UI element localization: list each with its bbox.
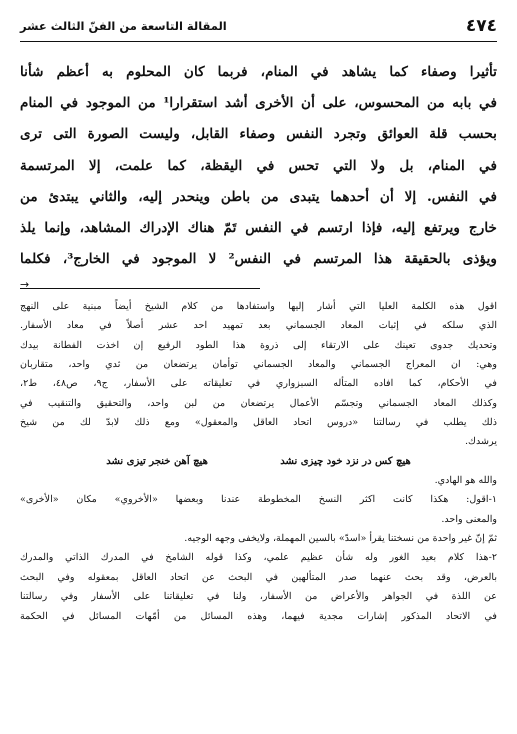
main-line: خارج ويرتفع إليه، فإذا ارتسم في النفس تَمّ هناك الإدراك المشاهد، وإنما يلذ: [20, 219, 497, 236]
main-line: ويؤذى بالحقيقة هذا المرتسم في النفس² لا الموجود في الخارج³، فكلما: [20, 251, 497, 268]
footnote-line: ذلك يطلب في رسالتنا «دروس اتحاد العاقل والمعقول» ومع ذلك لابدّ لك من شيخ: [20, 417, 497, 429]
footnote-line: وكذلك المعاد الجسماني وتجسّم الأعمال يرتضعان من لبن واحد، والتحقيق والتنقيب في: [20, 397, 497, 409]
footnote-2-line: بالعرض، وقد بحث عنهما صدر المتألهين في البحث عن اتحاد العاقل بمعقوله وفي البحث: [20, 571, 497, 583]
persian-verse: [20, 452, 497, 471]
main-line: في النفس. إلا أن أحدهما يتبدى من باطن وينحدر إليه، والثاني يبتدئ من: [20, 188, 497, 205]
header-rule: [20, 41, 497, 42]
verse-right-hemistich: هيچ كس در نزد خود چيزى نشد: [280, 455, 411, 467]
footnote-1-line: ثمّ إنّ غير واحدة من نسختنا يقرأ «اسدّ» بالسين المهملة، ولايخفى وجهه الوجيه.: [184, 533, 497, 545]
footnote-2-line: في الاتحاد المذكور إشارات مجدية فيهما، وهذه المسائل من أمّهات المسائل في الحكمة: [20, 610, 497, 622]
footnote-2-line: عن اللذة في الجواهر والأعراض من الأسفار، ولنا في تعليقاتنا على الأسفار وفي رسالتنا: [20, 591, 497, 603]
verse-left-hemistich: هيچ آهن خنجر تيزى نشد: [106, 455, 208, 467]
footnote-rule: [20, 288, 260, 289]
main-line: في بابه من المحسوس، على أن الأخرى أشد استقرارا¹ من الموجود في المنام: [20, 95, 497, 112]
footnote-line: يرشدك.: [465, 436, 497, 448]
footnote-1-line: والمعنى واحد.: [441, 513, 497, 525]
main-line: تأثيرا وصفاء كما يشاهد في المنام، فربما كان المحلوم به أعظم شأنا: [20, 64, 497, 80]
continuation-arrow-icon: →: [20, 278, 30, 291]
footnote-2-line: ٢-هذا كلام بعيد الغور وله شأن عظيم علمي، وكذا قوله الشامخ في المدرك الذاتي والمدرك: [20, 552, 497, 564]
footnote-line: اقول هذه الكلمة العليا التي أشار إليها واستفادها من كلام الشيخ أيضاً مبنية على النهج: [20, 301, 497, 312]
footnote-1-line: ١-اقول: هكذا كانت اكثر النسخ المخطوطة عندنا وبعضها «الأخروي» مكان «الأخرى»: [20, 494, 497, 506]
footnote-line: في الأحكام، كما افاده المتأله السبزواري في تعليقاته على الأسفار، ج٩، ص٤٨، ط٢،: [20, 378, 497, 390]
footnote-line: وهي: ان المعراج الجسماني والمعاد الجسماني توأمان يرتضعان من ثدي واحد، متقاربان: [20, 359, 497, 371]
page-number: ٤٧٤: [465, 16, 497, 36]
footnote-closing: والله هو الهادي.: [434, 475, 497, 487]
main-text: [20, 57, 497, 275]
main-line: بحسب قلة العوائق وتجرد النفس وصفاء القابل، وليست الصورة التى ترى: [20, 126, 497, 143]
footnote-line: وتحديك جدوى تعينك على الارتقاء إلى ذروة هذا الطود الرفيع إن اخذت الفطانة بيدك: [20, 339, 497, 351]
main-line: في المنام، بل ولا التي تحس في اليقظة، كما علمت، إلا المرتسمة: [20, 157, 497, 174]
page-header: [20, 14, 497, 38]
footnote-separator: [20, 278, 497, 294]
footnotes: [20, 297, 497, 626]
running-title: المقالة التاسعة من الفنّ الثالث عشر: [20, 19, 227, 33]
footnote-line: الذي سلكه في إثبات المعاد الجسماني بعد تمهيد احد عشر أصلاً في معاد الأسفار.: [20, 320, 497, 332]
